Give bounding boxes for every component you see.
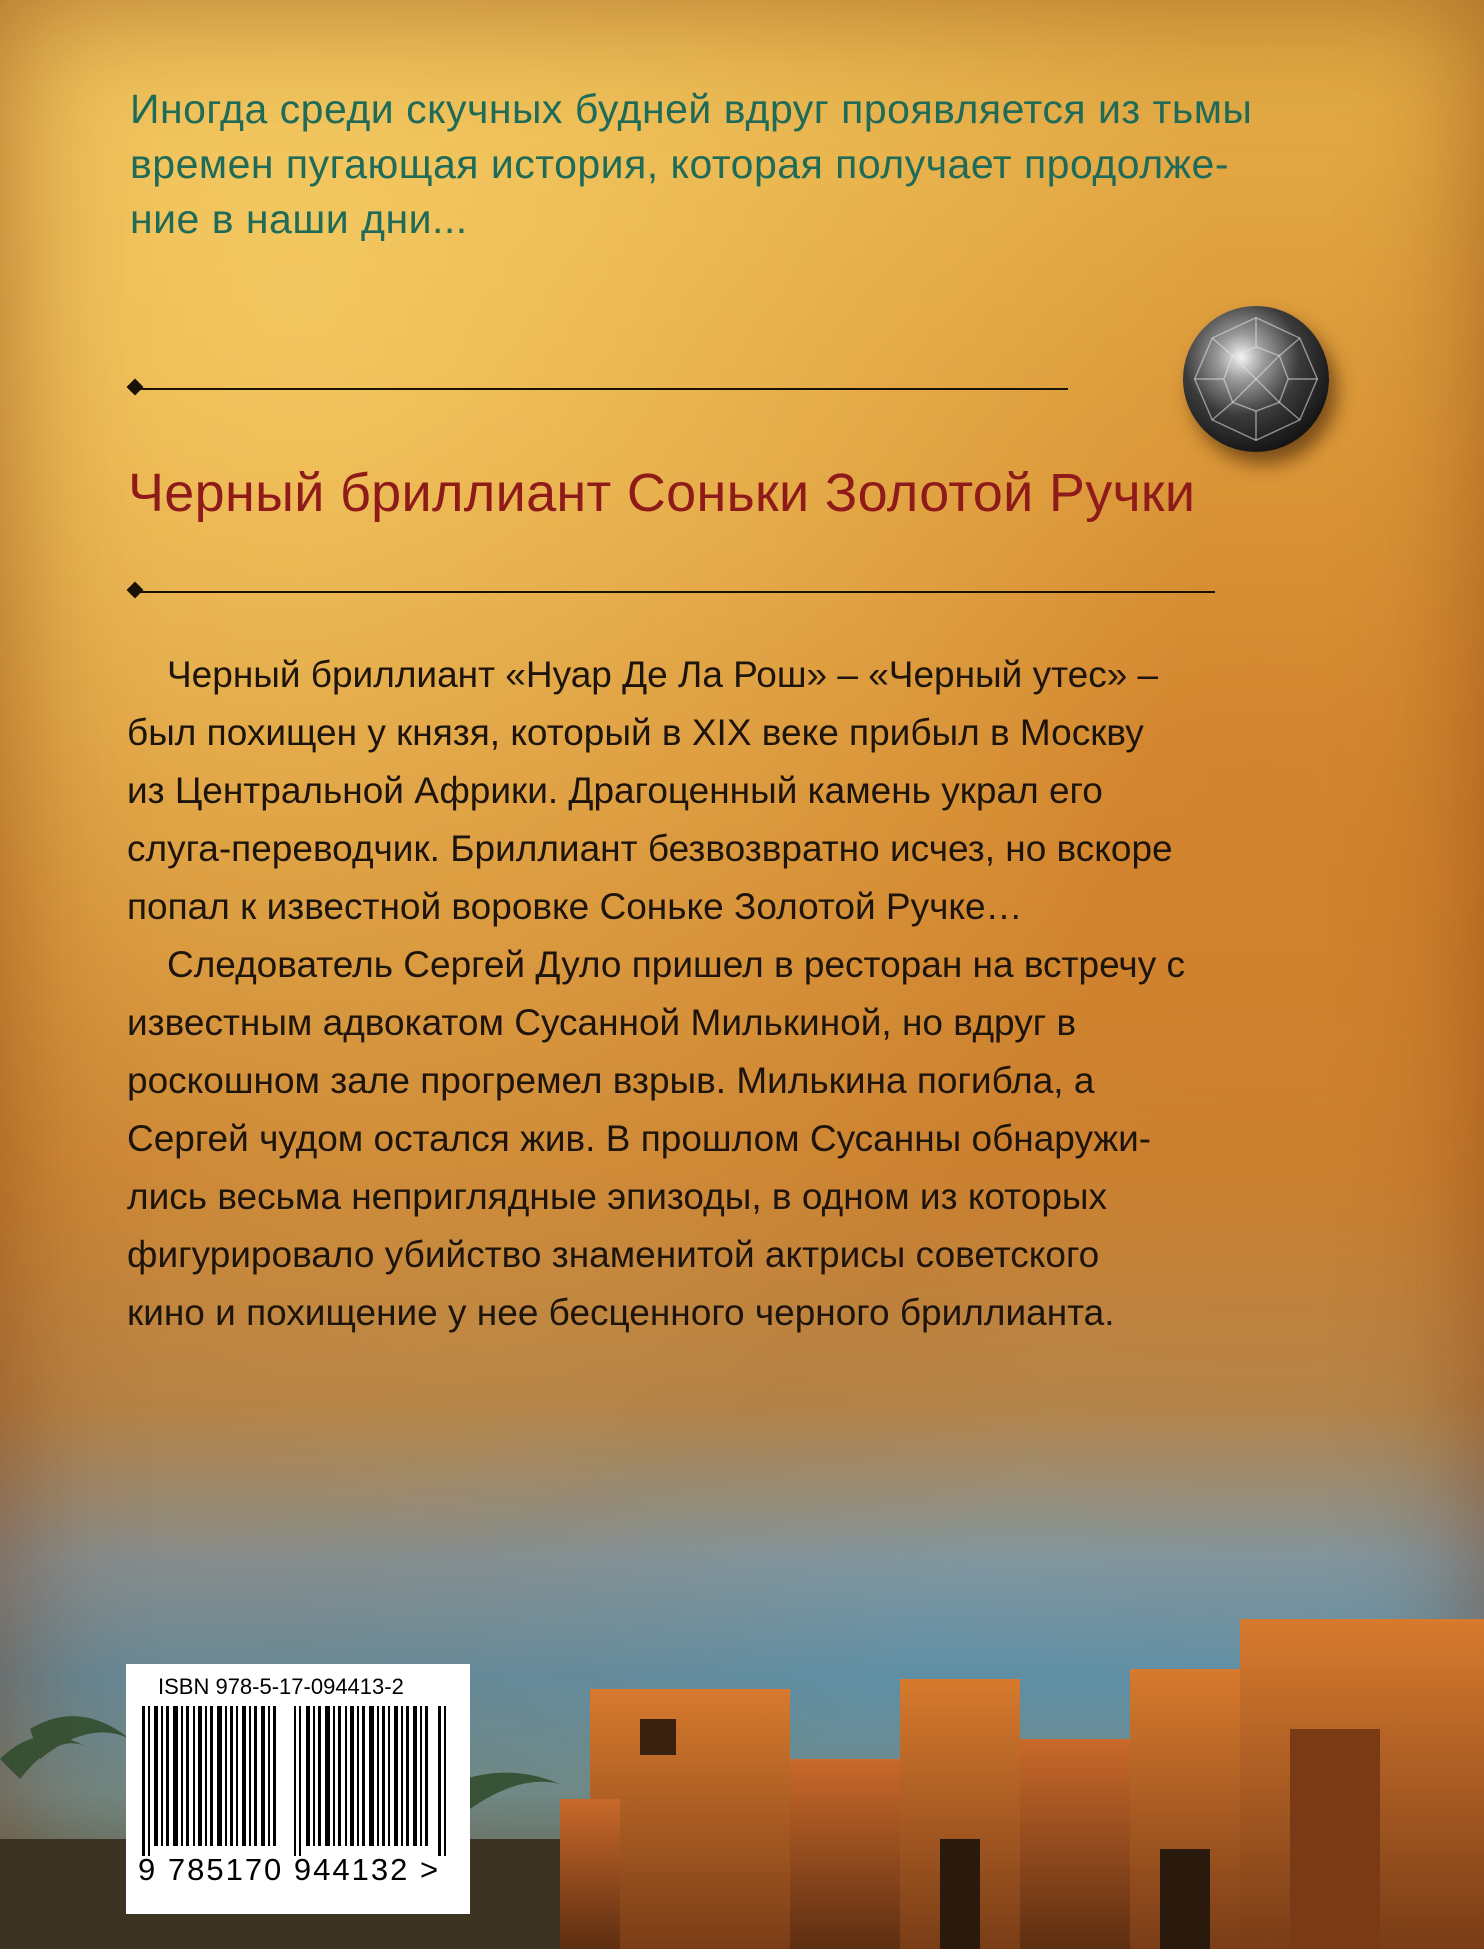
teaser-line: Иногда среди скучных будней вдруг проявляется из тьмы bbox=[130, 86, 1253, 132]
synopsis-line: известным адвокатом Сусанной Милькиной, но вдруг в bbox=[127, 1002, 1077, 1043]
synopsis bbox=[127, 646, 1237, 1342]
synopsis-line: кино и похищение у нее бесценного черного бриллианта. bbox=[127, 1292, 1115, 1333]
synopsis-line: попал к известной воровке Соньке Золотой Ручке… bbox=[127, 886, 1023, 927]
diamond-bullet-icon bbox=[127, 582, 144, 599]
diamond-bullet-icon bbox=[127, 379, 144, 396]
synopsis-line: Черный бриллиант «Нуар Де Ла Рош» – «Черный утес» – bbox=[167, 654, 1159, 695]
book-title: Черный бриллиант Соньки Золотой Ручки bbox=[128, 463, 1196, 523]
teaser-line: времен пугающая история, которая получает продолже- bbox=[130, 141, 1230, 187]
divider-top bbox=[138, 388, 1068, 390]
teaser-text bbox=[130, 82, 1330, 247]
synopsis-line: фигурировало убийство знаменитой актрисы советского bbox=[127, 1234, 1100, 1275]
synopsis-line: Сергей чудом остался жив. В прошлом Сусанны обнаружи- bbox=[127, 1118, 1152, 1159]
teaser-line: ние в наши дни... bbox=[130, 196, 468, 242]
synopsis-line: роскошном зале прогремел взрыв. Милькина погибла, а bbox=[127, 1060, 1095, 1101]
divider-bottom bbox=[138, 591, 1215, 593]
barcode-panel bbox=[126, 1664, 470, 1914]
diamond-facets bbox=[1183, 306, 1329, 452]
synopsis-line: Следователь Сергей Дуло пришел в ресторан на встречу с bbox=[167, 944, 1185, 985]
black-diamond-icon bbox=[1183, 306, 1329, 452]
synopsis-line: лись весьма неприглядные эпизоды, в одном из которых bbox=[127, 1176, 1107, 1217]
synopsis-line: был похищен у князя, который в XIX веке прибыл в Москву bbox=[127, 712, 1144, 753]
barcode-digits: 9 785170 944132 > bbox=[138, 1852, 441, 1887]
synopsis-line: из Центральной Африки. Драгоценный камень украл его bbox=[127, 770, 1103, 811]
synopsis-line: слуга-переводчик. Бриллиант безвозвратно исчез, но вскоре bbox=[127, 828, 1173, 869]
barcode-icon bbox=[138, 1706, 458, 1856]
isbn-label: ISBN 978-5-17-094413-2 bbox=[158, 1674, 404, 1699]
